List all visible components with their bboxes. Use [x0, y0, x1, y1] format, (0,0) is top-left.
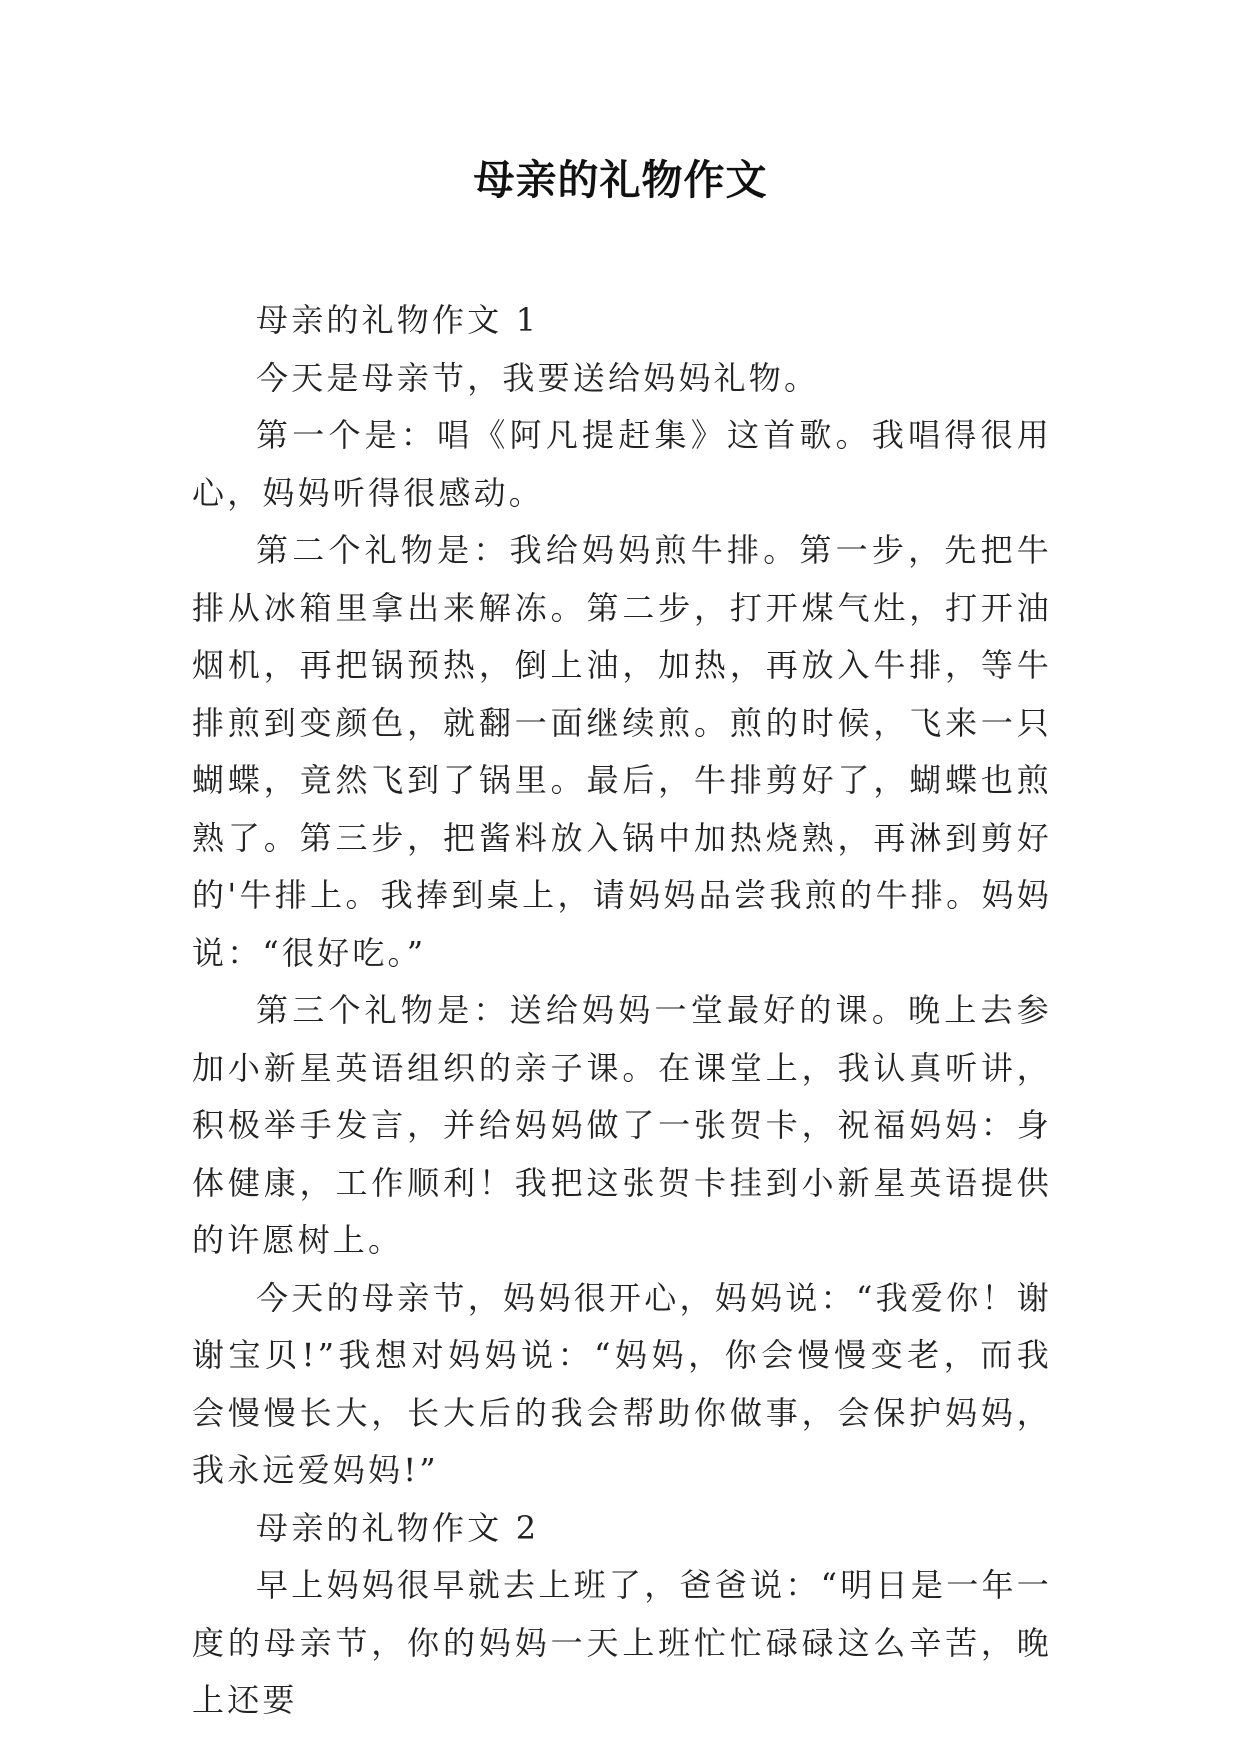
paragraph: 早上妈妈很早就去上班了，爸爸说：“明日是一年一度的母亲节，你的妈妈一天上班忙忙碌碌这么辛苦，晚上还要 — [192, 1566, 1052, 1719]
paragraph: 第三个礼物是：送给妈妈一堂最好的课。晚上去参加小新星英语组织的亲子课。在课堂上，我认真听讲，积极举手发言，并给妈妈做了一张贺卡，祝福妈妈：身体健康，工作顺利！我把这张贺卡挂到小新星英语提供的许愿树上。 — [192, 991, 1052, 1259]
document-title: 母亲的礼物作文 — [473, 156, 768, 204]
paragraph: 今天是母亲节，我要送给妈妈礼物。 — [256, 358, 820, 397]
section-heading-2: 母亲的礼物作文 2 — [256, 1508, 540, 1547]
section-heading-1: 母亲的礼物作文 1 — [256, 301, 540, 339]
document-body — [192, 292, 1052, 1730]
paragraph: 第一个是：唱《阿凡提赶集》这首歌。我唱得很用心，妈妈听得很感动。 — [192, 416, 1052, 512]
paragraph: 今天的母亲节，妈妈很开心，妈妈说：“我爱你！谢谢宝贝!”我想对妈妈说：“妈妈，你会慢慢变老，而我会慢慢长大，长大后的我会帮助你做事，会保护妈妈，我永远爱妈妈!” — [192, 1278, 1052, 1489]
paragraph: 第二个礼物是：我给妈妈煎牛排。第一步，先把牛排从冰箱里拿出来解冻。第二步，打开煤气灶，打开油烟机，再把锅预热，倒上油，加热，再放入牛排，等牛排煎到变颜色，就翻一面继续煎。煎的时候，飞来一只蝴蝶，竟然飞到了锅里。最后，牛排剪好了，蝴蝶也煎熟了。第三步，把酱料放入锅中加热烧熟，再淋到剪好的'牛排上。我捧到桌上，请妈妈品尝我煎的牛排。妈妈说：“很好吃。” — [192, 531, 1052, 972]
